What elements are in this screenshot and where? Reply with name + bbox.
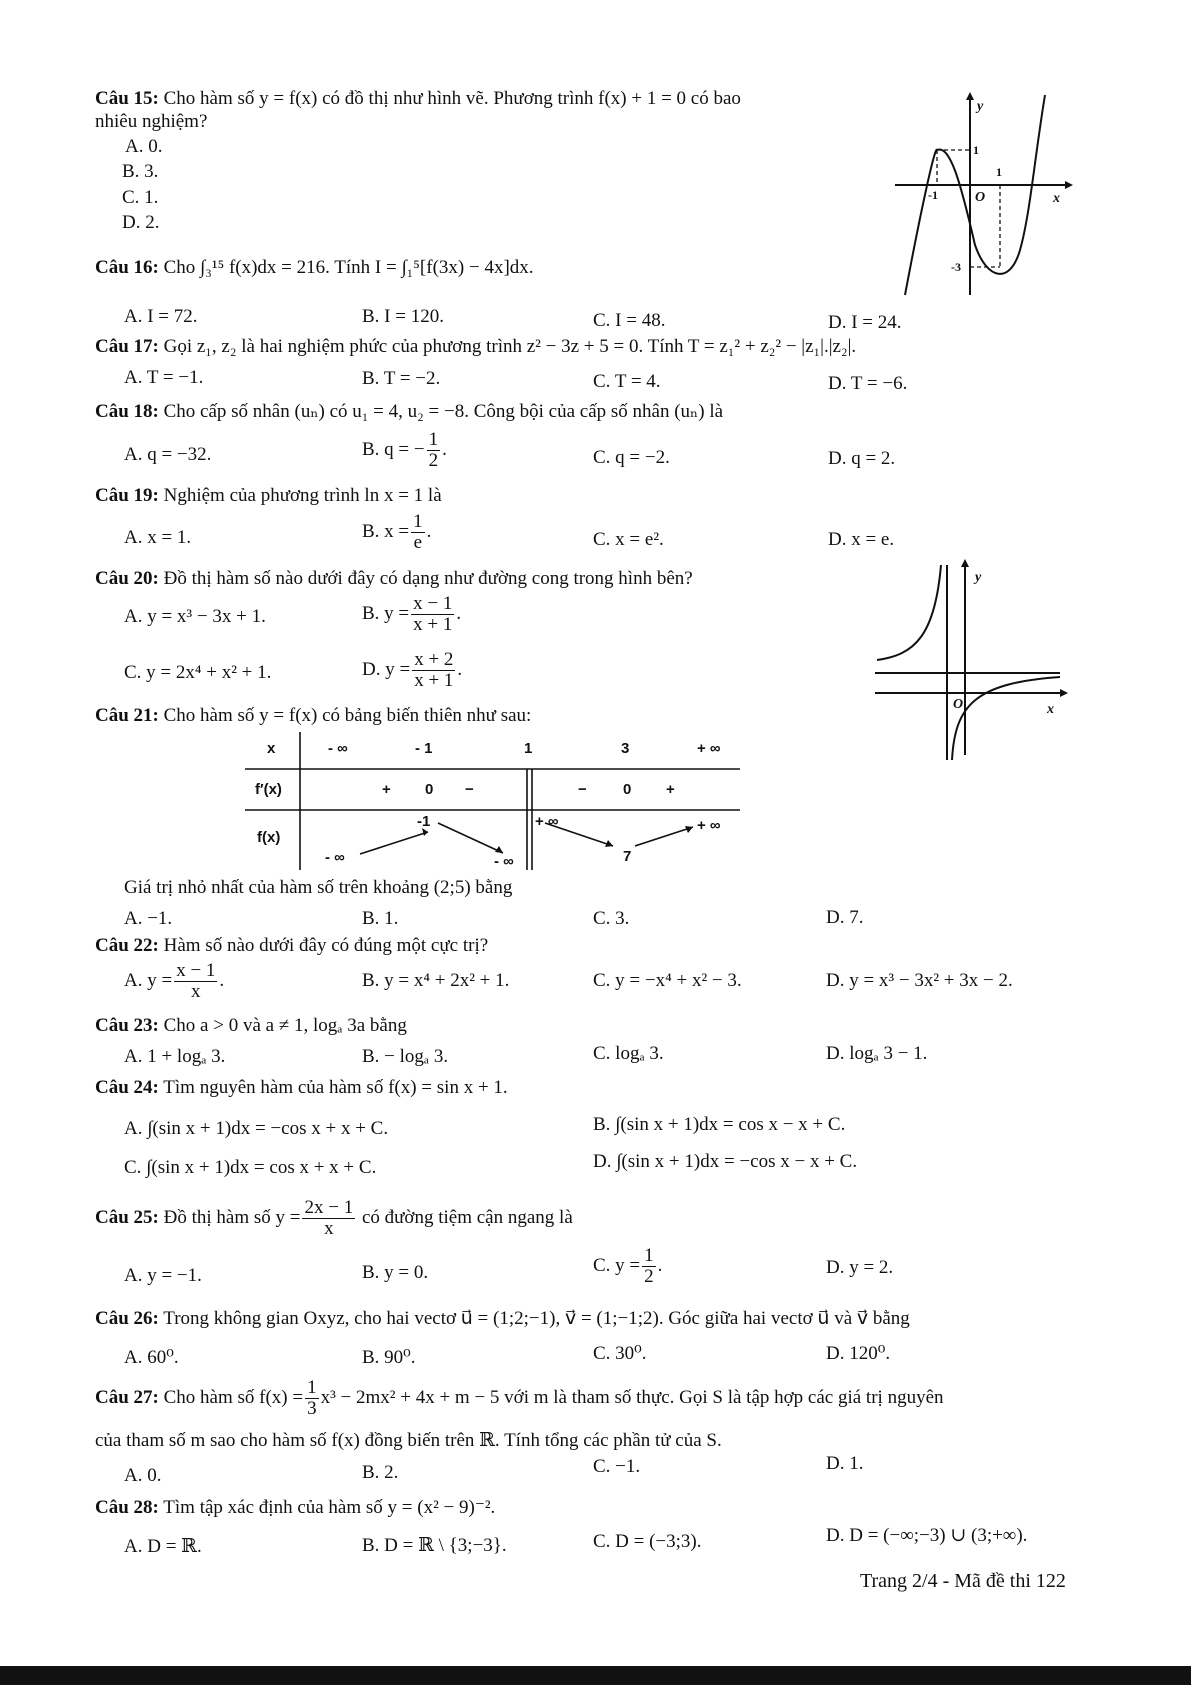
q15-graph-y-label: y — [977, 99, 984, 114]
q15-option-a[interactable]: A. 0. — [125, 136, 163, 157]
q27-line-1 — [95, 1378, 944, 1419]
q21-option-b[interactable]: B. 1. — [362, 908, 399, 929]
q15-graph-label-1-top: 1 — [973, 143, 979, 157]
q25-option-d[interactable]: D. y = 2. — [826, 1257, 894, 1278]
q21-f-pos-inf-left: + ∞ — [535, 813, 559, 830]
q25-line — [95, 1198, 573, 1239]
q22-option-a-fraction — [174, 961, 217, 1002]
q25-option-c[interactable] — [593, 1246, 662, 1287]
q21-option-a[interactable]: A. −1. — [124, 908, 173, 929]
q20-d-denominator: x + 1 — [414, 670, 454, 691]
q16-option-c[interactable]: C. I = 48. — [593, 310, 666, 331]
q15-line-1 — [95, 88, 741, 110]
q24-label: Câu 24: — [95, 1077, 159, 1098]
q19-b-numerator: 1 — [413, 511, 423, 532]
q22-option-a-prefix: A. y = — [124, 969, 173, 991]
q17-text: Gọi z₁, z₂ là hai nghiệm phức của phương trình z² − 3z + 5 = 0. Tính T = z₁² + z₂² − |z₁|.|z₂|. — [163, 336, 857, 357]
q26-text: Trong không gian Oxyz, cho hai vectơ u⃗ = (1;2;−1), v⃗ = (1;−1;2). Góc giữa hai vectơ u⃗ và v⃗ bằng — [163, 1308, 910, 1329]
q21-option-d[interactable]: D. 7. — [826, 907, 864, 928]
q20-graph-y-label: y — [975, 570, 982, 585]
q27-fraction — [305, 1378, 319, 1419]
q21-table-row-fprime: f′(x) — [255, 781, 282, 798]
q16-line — [95, 257, 534, 279]
q18-option-c[interactable]: C. q = −2. — [593, 447, 670, 468]
q27-line-2: của tham số m sao cho hàm số f(x) đồng biến trên ℝ. Tính tổng các phần tử của S. — [95, 1430, 722, 1451]
q15-label: Câu 15: — [95, 88, 159, 109]
q17-option-c[interactable]: C. T = 4. — [593, 371, 661, 392]
q25-option-c-prefix: C. y = — [593, 1254, 641, 1276]
q27-option-a[interactable]: A. 0. — [124, 1465, 162, 1486]
q21-f-neg-inf-left: - ∞ — [325, 849, 345, 866]
q20-b-denominator: x + 1 — [413, 614, 453, 635]
q21-x-1: 1 — [524, 740, 533, 757]
q20-option-b-fraction — [411, 594, 454, 635]
q19-label: Câu 19: — [95, 485, 159, 506]
q24-option-c[interactable]: C. ∫(sin x + 1)dx = cos x + x + C. — [124, 1157, 377, 1178]
q16-text: Cho ∫₃¹⁵ f(x)dx = 216. Tính I = ∫₁⁵[f(3x) − 4x]dx. — [163, 257, 534, 278]
q17-label: Câu 17: — [95, 336, 159, 357]
q21-fp-minus-1: − — [465, 781, 474, 798]
q20-option-d[interactable] — [362, 650, 462, 691]
q21-f-neg-inf-right: - ∞ — [494, 853, 514, 870]
q15-option-c[interactable]: C. 1. — [122, 187, 159, 208]
q26-label: Câu 26: — [95, 1308, 159, 1329]
q28-option-b[interactable]: B. D = ℝ \ {3;−3}. — [362, 1535, 507, 1556]
q16-label: Câu 16: — [95, 257, 159, 278]
q26-option-b[interactable]: B. 90⁰. — [362, 1347, 416, 1368]
q21-x-m1: - 1 — [415, 740, 433, 757]
q27-option-b[interactable]: B. 2. — [362, 1462, 399, 1483]
q22-option-a[interactable] — [124, 961, 224, 1002]
q25-suffix: có đường tiệm cận ngang là — [361, 1206, 573, 1228]
q22-a-tail: . — [219, 969, 225, 991]
q21-fp-zero-1: 0 — [425, 781, 434, 798]
q20-b-numerator: x − 1 — [413, 593, 453, 614]
q18-line — [95, 401, 723, 423]
q17-option-d[interactable]: D. T = −6. — [828, 373, 908, 394]
q20-graph-x-label: x — [1047, 702, 1054, 717]
q21-label: Câu 21: — [95, 705, 159, 726]
q21-x-3: 3 — [621, 740, 630, 757]
q27-label: Câu 27: — [95, 1386, 159, 1408]
q28-option-c[interactable]: C. D = (−3;3). — [593, 1531, 702, 1552]
q21-fp-plus-2: + — [666, 781, 675, 798]
q27-numerator: 1 — [307, 1377, 317, 1398]
q28-label: Câu 28: — [95, 1497, 159, 1518]
q20-d-tail: . — [457, 658, 463, 680]
q17-line — [95, 336, 856, 358]
q26-option-d[interactable]: D. 120⁰. — [826, 1343, 891, 1364]
q24-option-a[interactable]: A. ∫(sin x + 1)dx = −cos x + x + C. — [124, 1118, 389, 1139]
q15-line-2: nhiêu nghiệm? — [95, 111, 208, 132]
q25-option-c-fraction — [642, 1246, 656, 1287]
q18-option-a[interactable]: A. q = −32. — [124, 444, 212, 465]
q15-graph-origin: O — [975, 190, 986, 205]
q25-c-tail: . — [657, 1254, 663, 1276]
q27-suffix: x³ − 2mx² + 4x + m − 5 với m là tham số thực. Gọi S là tập hợp các giá trị nguyên — [320, 1386, 944, 1408]
q24-option-b[interactable]: B. ∫(sin x + 1)dx = cos x − x + C. — [593, 1114, 846, 1135]
q24-line — [95, 1077, 508, 1099]
q20-line — [95, 568, 693, 590]
q20-option-a[interactable]: A. y = x³ − 3x + 1. — [124, 606, 266, 627]
q24-option-d[interactable]: D. ∫(sin x + 1)dx = −cos x − x + C. — [593, 1151, 858, 1172]
q21-question: Giá trị nhỏ nhất của hàm số trên khoảng (2;5) bằng — [124, 877, 513, 898]
q15-text: Cho hàm số y = f(x) có đồ thị như hình vẽ. Phương trình f(x) + 1 = 0 có bao — [163, 88, 741, 109]
q21-option-c[interactable]: C. 3. — [593, 908, 630, 929]
q18-option-b[interactable] — [362, 430, 447, 471]
q16-option-a[interactable]: A. I = 72. — [124, 306, 198, 327]
q20-hyperbola-graph — [875, 565, 1065, 760]
q18-b-numerator: 1 — [428, 429, 439, 450]
q27-option-c[interactable]: C. −1. — [593, 1456, 641, 1477]
q26-option-c[interactable]: C. 30⁰. — [593, 1343, 647, 1364]
q19-option-d[interactable]: D. x = e. — [828, 529, 895, 550]
q27-option-d[interactable]: D. 1. — [826, 1453, 864, 1474]
q18-option-b-fraction — [427, 430, 441, 471]
q23-text: Cho a > 0 và a ≠ 1, logₐ 3a bằng — [163, 1015, 407, 1036]
q25-numerator: 2x − 1 — [304, 1197, 354, 1218]
q19-option-a[interactable]: A. x = 1. — [124, 527, 192, 548]
q27-prefix: Cho hàm số f(x) = — [163, 1386, 304, 1408]
q19-option-b[interactable] — [362, 512, 431, 553]
q26-option-a[interactable]: A. 60⁰. — [124, 1347, 179, 1368]
q21-f-pos-inf-right: + ∞ — [697, 817, 721, 834]
q21-line — [95, 705, 531, 727]
q24-text: Tìm nguyên hàm của hàm số f(x) = sin x + 1. — [163, 1077, 508, 1098]
q25-c-denominator: 2 — [644, 1266, 654, 1287]
q23-line — [95, 1015, 407, 1037]
q19-option-c[interactable]: C. x = e². — [593, 529, 664, 550]
q25-option-b[interactable]: B. y = 0. — [362, 1262, 429, 1283]
q22-text: Hàm số nào dưới đây có đúng một cực trị? — [163, 935, 489, 956]
q21-x-pos-inf: + ∞ — [697, 740, 721, 757]
q20-d-numerator: x + 2 — [414, 649, 454, 670]
q28-option-d[interactable]: D. D = (−∞;−3) ∪ (3;+∞). — [826, 1525, 1028, 1546]
q19-line — [95, 485, 442, 507]
q15-option-b[interactable]: B. 3. — [122, 161, 159, 182]
q18-label: Câu 18: — [95, 401, 159, 422]
q15-graph-label-m1: -1 — [928, 188, 938, 202]
q22-option-c[interactable]: C. y = −x⁴ + x² − 3. — [593, 970, 742, 991]
q19-option-b-fraction — [411, 512, 425, 553]
q25-denominator: x — [324, 1218, 334, 1239]
q17-option-b[interactable]: B. T = −2. — [362, 368, 441, 389]
q15-graph-x-label: x — [1053, 191, 1060, 206]
q21-table-row-x: x — [267, 740, 276, 757]
q25-option-a[interactable]: A. y = −1. — [124, 1265, 202, 1286]
q20-label: Câu 20: — [95, 568, 159, 589]
q16-option-b[interactable]: B. I = 120. — [362, 306, 444, 327]
q20-b-tail: . — [456, 602, 462, 624]
q25-label: Câu 25: — [95, 1206, 159, 1228]
q25-fraction — [302, 1198, 355, 1239]
q18-option-d[interactable]: D. q = 2. — [828, 448, 896, 469]
q17-option-a[interactable]: A. T = −1. — [124, 367, 204, 388]
q18-b-denominator: 2 — [428, 450, 439, 471]
q21-f-7: 7 — [623, 848, 632, 865]
q20-option-c[interactable]: C. y = 2x⁴ + x² + 1. — [124, 662, 272, 683]
q15-cubic-graph — [895, 95, 1070, 300]
q21-text: Cho hàm số y = f(x) có bảng biến thiên như sau: — [163, 705, 532, 726]
q23-option-d[interactable]: D. logₐ 3 − 1. — [826, 1043, 928, 1064]
q28-text: Tìm tập xác định của hàm số y = (x² − 9)⁻². — [163, 1497, 496, 1518]
q20-option-d-prefix: D. y = — [362, 658, 411, 680]
q20-graph-origin: O — [953, 697, 964, 712]
q21-table-row-f: f(x) — [257, 829, 281, 846]
q20-option-b-prefix: B. y = — [362, 602, 410, 624]
q21-f-m1: -1 — [417, 813, 431, 830]
q21-variation-table — [245, 732, 745, 872]
page-footer: Trang 2/4 - Mã đề thi 122 — [860, 1570, 1066, 1592]
q20-text: Đồ thị hàm số nào dưới đây có dạng như đường cong trong hình bên? — [163, 568, 693, 589]
q25-c-numerator: 1 — [644, 1245, 654, 1266]
q23-option-b[interactable]: B. − logₐ 3. — [362, 1046, 449, 1067]
q19-text: Nghiệm của phương trình ln x = 1 là — [163, 485, 442, 506]
q27-denominator: 3 — [307, 1398, 317, 1419]
q19-b-tail: . — [426, 520, 432, 542]
q19-b-denominator: e — [413, 532, 423, 553]
q22-option-d[interactable]: D. y = x³ − 3x² + 3x − 2. — [826, 970, 1013, 991]
q25-prefix: Đồ thị hàm số y = — [163, 1206, 301, 1228]
q21-fp-zero-2: 0 — [623, 781, 632, 798]
q15-graph-label-m3: -3 — [951, 260, 961, 274]
q15-option-d[interactable]: D. 2. — [122, 212, 160, 233]
q16-option-d[interactable]: D. I = 24. — [828, 312, 902, 333]
q23-option-c[interactable]: C. logₐ 3. — [593, 1043, 664, 1064]
q15-graph-label-1-right: 1 — [996, 165, 1002, 179]
q22-line — [95, 935, 488, 957]
q22-a-denominator: x — [191, 981, 201, 1002]
q22-a-numerator: x − 1 — [176, 960, 216, 981]
bottom-scan-border — [0, 1666, 1191, 1685]
q21-x-neg-inf: - ∞ — [328, 740, 348, 757]
q18-option-b-prefix: B. q = − — [362, 438, 425, 460]
q28-line — [95, 1497, 495, 1519]
q22-option-b[interactable]: B. y = x⁴ + 2x² + 1. — [362, 970, 510, 991]
q23-label: Câu 23: — [95, 1015, 159, 1036]
q20-option-d-fraction — [412, 650, 455, 691]
q18-text: Cho cấp số nhân (uₙ) có u₁ = 4, u₂ = −8. Công bội của cấp số nhân (uₙ) là — [163, 401, 724, 422]
q21-fp-plus-1: + — [382, 781, 391, 798]
q21-fp-minus-2: − — [578, 781, 587, 798]
q23-option-a[interactable]: A. 1 + logₐ 3. — [124, 1046, 226, 1067]
q22-label: Câu 22: — [95, 935, 159, 956]
q26-line — [95, 1308, 910, 1330]
q19-option-b-prefix: B. x = — [362, 520, 410, 542]
q18-b-tail: . — [442, 438, 447, 460]
q28-option-a[interactable]: A. D = ℝ. — [124, 1536, 202, 1557]
q20-option-b[interactable] — [362, 594, 461, 635]
